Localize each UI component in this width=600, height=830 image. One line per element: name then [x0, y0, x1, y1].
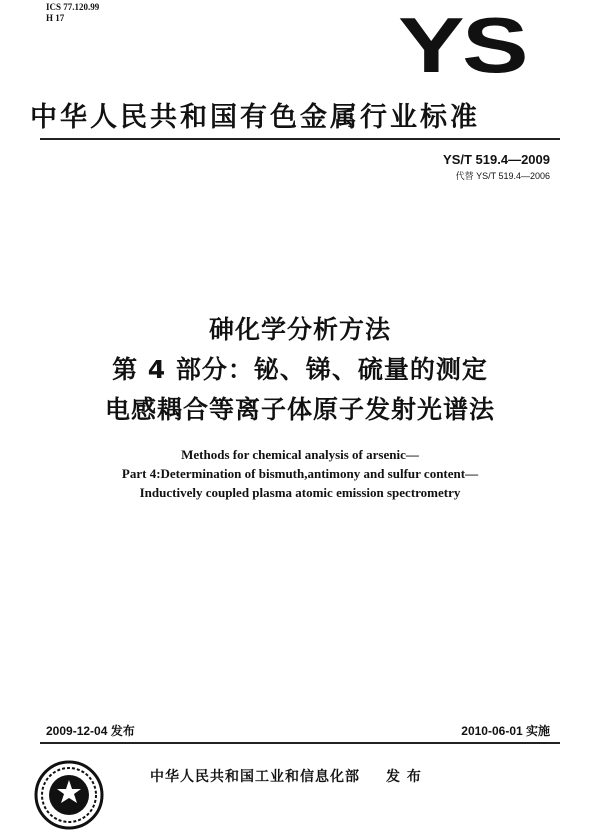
replaces-standard: 代替 YS/T 519.4—2006 — [455, 171, 550, 181]
classification-block — [46, 2, 99, 24]
standard-category-title: 中华人民共和国有色金属行业标准 — [30, 102, 480, 133]
publisher-line — [150, 766, 422, 786]
publisher-name: 中华人民共和国工业和信息化部 — [150, 769, 360, 785]
footer-divider — [40, 742, 560, 744]
classification-code: H 17 — [46, 13, 65, 23]
title-en-line-3: Inductively coupled plasma atomic emission spectrometry — [139, 485, 461, 500]
publish-label: 发 布 — [386, 769, 422, 785]
title-cn-line-1: 砷化学分析方法 — [208, 315, 391, 344]
title-cn-line-3: 电感耦合等离子体原子发射光谱法 — [104, 395, 495, 424]
title-cn-line-2: 第 4 部分：铋、锑、硫量的测定 — [112, 355, 488, 384]
title-en-line-1: Methods for chemical analysis of arsenic— — [181, 447, 419, 462]
standard-number: YS/T 519.4—2009 — [443, 152, 550, 167]
national-emblem-icon — [34, 760, 104, 830]
implementation-date: 2010-06-01 实施 — [461, 724, 550, 738]
ics-code: ICS 77.120.99 — [46, 2, 100, 12]
title-en-line-2: Part 4:Determination of bismuth,antimony and sulfur content— — [121, 466, 479, 481]
ys-logo: YS — [398, 1, 527, 89]
header-divider — [40, 138, 560, 140]
issue-date: 2009-12-04 发布 — [46, 724, 135, 738]
